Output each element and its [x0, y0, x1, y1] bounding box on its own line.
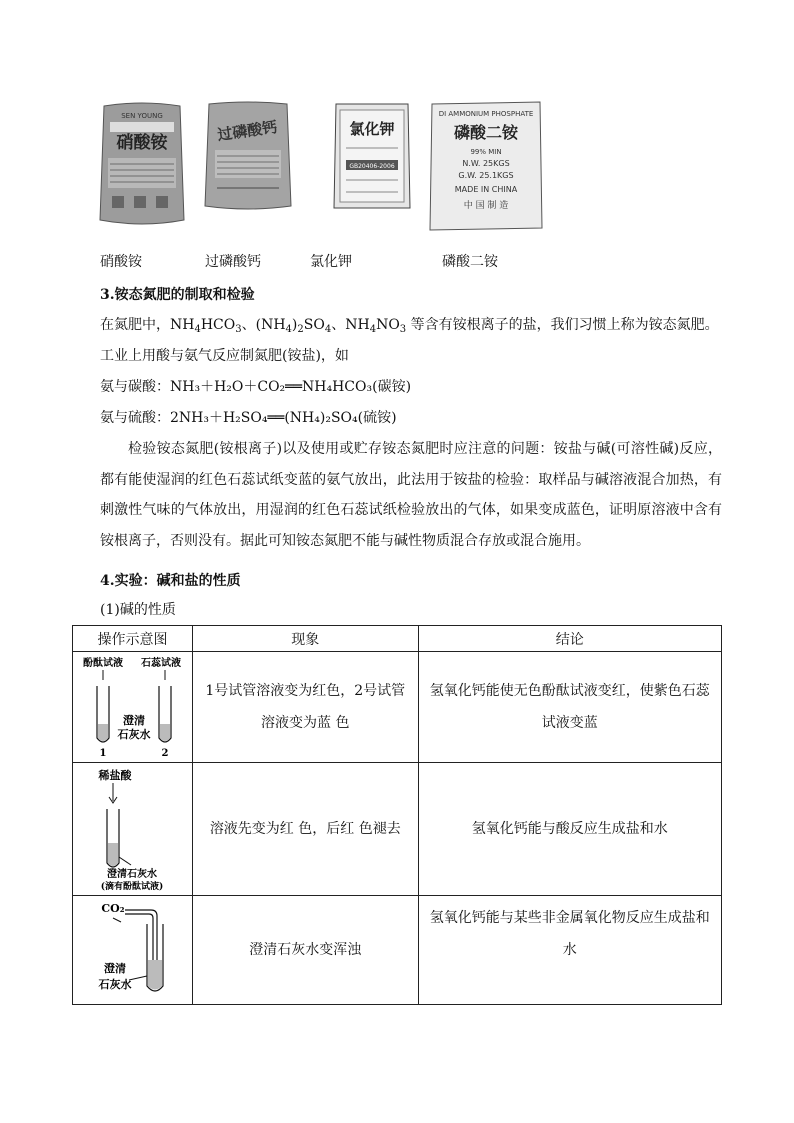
experiment-table [72, 625, 722, 1005]
header-conclusion: 结论 [418, 626, 721, 652]
header-phenomenon: 现象 [192, 626, 418, 652]
svg-text:中 国 制 造: 中 国 制 造 [463, 201, 509, 211]
conclusion-cell: 氢氧化钙能使无色酚酞试液变红，使紫色石蕊试液变蓝 [418, 652, 721, 763]
svg-text:SEN YOUNG: SEN YOUNG [121, 112, 163, 120]
svg-text:澄清: 澄清 [123, 714, 146, 727]
svg-text:99% MIN: 99% MIN [470, 148, 502, 156]
svg-text:2: 2 [162, 748, 169, 758]
header-diagram: 操作示意图 [73, 626, 193, 652]
svg-text:稀盐酸: 稀盐酸 [98, 769, 132, 782]
section-4-heading: 4.实验：碱和盐的性质 [100, 573, 241, 589]
caption-ammonium-nitrate: 硝酸铵 [100, 254, 142, 270]
bag-superphosphate [203, 100, 293, 212]
bag-potassium-chloride [332, 100, 412, 212]
paragraph-industrial-production: 工业上用酸与氨气反应制氮肥(铵盐)，如 [100, 348, 349, 364]
diagram-co2-into-limewater [73, 896, 191, 1000]
svg-text:澄清: 澄清 [104, 962, 127, 975]
svg-text:石灰水: 石灰水 [98, 978, 132, 991]
paragraph-ammonium-fertilizer-definition: 在氮肥中，$NH_4HCO_3$、$(NH_4)_2SO_4$、$NH_4NO_3$ 等含有铵根离子的盐，我们习惯上称为铵态氮肥。 [100, 317, 719, 335]
svg-text:磷酸二铵: 磷酸二铵 [453, 123, 519, 142]
table-row [73, 896, 722, 1005]
phenomenon-cell: 澄清石灰水变浑浊 [192, 896, 418, 1005]
svg-text:澄清石灰水: 澄清石灰水 [107, 869, 158, 880]
conclusion-cell: 氢氧化钙能与酸反应生成盐和水 [418, 763, 721, 896]
svg-text:石灰水: 石灰水 [117, 728, 151, 741]
table-header-row [73, 626, 722, 652]
svg-text:GB20406-2006: GB20406-2006 [349, 163, 395, 170]
svg-text:MADE IN CHINA: MADE IN CHINA [454, 185, 518, 194]
svg-text:(滴有酚酞试液): (滴有酚酞试液) [101, 882, 164, 891]
bag-ammonium-nitrate [98, 100, 186, 230]
section-3-heading: 3.铵态氮肥的制取和检验 [100, 287, 255, 303]
paragraph-ammonium-test: 检验铵态氮肥(铵根离子)以及使用或贮存铵态氮肥时应注意的问题：铵盐与碱(可溶性碱)反应，都有能使湿润的红色石蕊试纸变蓝的氨气放出，此法用于铵盐的检验：取样品与碱溶液混合加热，有刺激性气味的气体放出，用湿润的红色石蕊试纸检验放出的气体，如果变成蓝色，证明原溶液中含有铵根离子，否则没有。据此可知铵态氮肥不能与碱性物质混合存放或混合施用。 [100, 441, 722, 549]
svg-text:酚酞试液: 酚酞试液 [83, 658, 124, 669]
svg-text:N.W. 25KGS: N.W. 25KGS [462, 159, 510, 168]
bag-diammonium-phosphate [428, 100, 544, 234]
table-row [73, 763, 722, 896]
subsection-base-properties: (1)碱的性质 [100, 602, 176, 618]
svg-text:过磷酸钙: 过磷酸钙 [216, 117, 279, 145]
svg-text:氯化钾: 氯化钾 [349, 120, 395, 138]
diagram-acid-dropped-into-tube [73, 763, 191, 891]
svg-text:石蕊试液: 石蕊试液 [141, 658, 182, 669]
equation-ammonia-carbonic-acid: 氨与碳酸：NH₃＋H₂O＋CO₂══NH₄HCO₃(碳铵) [100, 379, 412, 395]
conclusion-cell: 氢氧化钙能与某些非金属氧化物反应生成盐和水 [418, 896, 721, 1005]
caption-diammonium-phosphate: 磷酸二铵 [442, 254, 498, 270]
svg-text:1: 1 [100, 748, 107, 758]
caption-superphosphate: 过磷酸钙 [205, 254, 261, 270]
svg-text:硝酸铵: 硝酸铵 [116, 133, 168, 153]
caption-potassium-chloride: 氯化钾 [310, 254, 352, 270]
equation-ammonia-sulfuric-acid: 氨与硫酸：2NH₃＋H₂SO₄══(NH₄)₂SO₄(硫铵) [100, 410, 397, 426]
svg-text:DI AMMONIUM PHOSPHATE: DI AMMONIUM PHOSPHATE [438, 110, 534, 118]
table-row [73, 652, 722, 763]
diagram-two-test-tubes [73, 652, 191, 758]
svg-text:CO₂: CO₂ [101, 902, 126, 915]
phenomenon-cell: 溶液先变为红 色，后红 色褪去 [192, 763, 418, 896]
svg-text:G.W. 25.1KGS: G.W. 25.1KGS [458, 171, 514, 180]
phenomenon-cell: 1号试管溶液变为红色，2号试管溶液变为蓝 色 [192, 652, 418, 763]
